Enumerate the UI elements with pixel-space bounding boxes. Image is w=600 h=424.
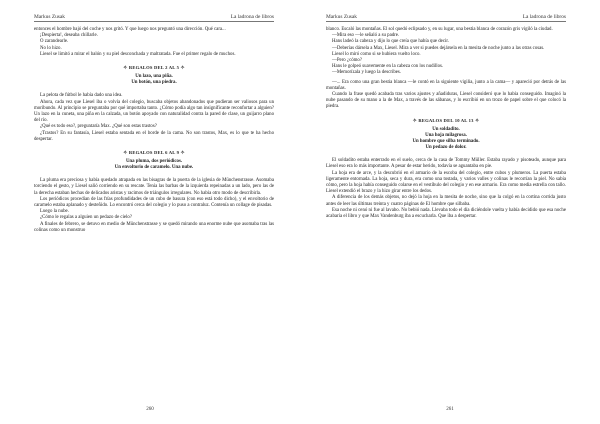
gifts-box-10-13: [326, 118, 566, 151]
paragraph: O zarandearle.: [40, 39, 69, 45]
paragraph: A diferencia de los demás objetos, no dejó la hoja en la mesita de noche, sino que la colgó en la cortina corrida justo antes de leer las últimas treinta y cuatro páginas de El hombre que silbaba.: [326, 195, 566, 207]
paragraph: A finales de febrero, se detuvo en medio de Münchenstrasse y se quedó mirando una enorme nube que asomaba tras las colinas como un monstruo: [34, 221, 274, 233]
paragraph: Liesel lo miró como si se hubiera vuelto loco.: [332, 51, 421, 57]
paragraph: blanco. Escaló las montañas. El sol quedó eclipsado y, en su lugar, una bestia blanca de corazón gris vigiló la ciudad.: [326, 27, 553, 32]
paragraph: Hans le golpeó suavemente en la cabeza con los nudillos.: [332, 64, 444, 70]
paragraph: —... Era como una gran bestia blanca —le contó en la siguiente vigilia, junto a la cama— y apareció por detrás de las montañas.: [326, 79, 566, 91]
paragraph: La pluma era preciosa y había quedado atrapada en las bisagras de la puerta de la iglesia de Münchenstrasse. Asomaba torciendo el gesto, y Liesel salió corriendo en su rescate. Tenía las barbas de la izquierda repeinadas a un lado, pero las de la derecha estaban hechas de delicados aristas y racimos de triángulos irregulares. No había otro modo de describirla.: [34, 178, 274, 196]
paragraph: Esa noche ni cenó ni fue al lavabo. No bebió nada. Llevaba todo el día diciéndole vuelta y había decidido que esa noche acabaría el libro y que Max Vandenburg iba a escucharla. Que iba a despertar.: [326, 207, 566, 219]
paragraph: ¡Despierta!, deseaba chillarle.: [40, 33, 98, 39]
gifts-box-title: ✧ REGALOS DEL 6 AL 9 ✧: [123, 149, 185, 156]
paragraph: Cuando la frase quedó acabada tras varios ajustes y añadiduras, Liesel consideró que lo había conseguido. Imaginó la nube pasando de su mano a la de Max, a través de las sábanas, y lo escribió en un trozo de papel sobre el que colocó la piedra.: [326, 92, 566, 110]
paragraph: La pelota de fútbol le había dado una idea.: [40, 93, 123, 99]
page-header: [34, 14, 274, 22]
gifts-box-title: ✧ REGALOS DEL 10 AL 13 ✧: [412, 117, 480, 124]
paragraph: La hoja era de arce, y la descubrió en el armario de la escoba del colegio, entre cubos y plumeros. La puerta estaba ligeramente entornada. La hoja, seca y dura, era como una tostada, y varios valles y colinas le recorrían la piel. No sabía cómo, pero la hoja había conseguido colarse en el vestíbulo del colegio y en ese armario. Era como media estrella con tallo. Liesel extendió el brazo y la hizo girar entre los dedos.: [326, 170, 566, 195]
sparkle-icon: ✧: [123, 66, 128, 72]
paragraph: —Memorízala y luego la describes.: [332, 70, 401, 76]
paragraph: Hans ladeó la cabeza y dijo lo que creía que había que decir.: [332, 39, 449, 45]
gifts-box-line: Un botón, una piedra.: [131, 80, 177, 86]
paragraph: —Mira eso —le señaló a su padre.: [332, 33, 400, 39]
paragraph: ¿Trastos? En su fantasía, Liesel estaba sentada en el borde de la cama. No son trastos, Max, es lo que te ha hecho despertar.: [34, 130, 274, 142]
paragraph: —Pero ¿cómo?: [332, 58, 362, 64]
header-author: Markus Zusak: [34, 14, 65, 20]
paragraph: Luego la nube.: [40, 209, 69, 215]
sparkle-icon: ✧: [180, 150, 185, 156]
header-author: Markus Zusak: [326, 14, 357, 20]
gifts-box-6-9: [34, 150, 274, 171]
gifts-box-line: Un soldadito.: [432, 126, 460, 132]
gifts-box-line: Un hombre que silba terminado.: [412, 138, 480, 144]
right-page: [300, 0, 600, 424]
page-header: [326, 14, 566, 22]
page-body: [326, 27, 566, 220]
sparkle-icon: ✧: [475, 118, 480, 124]
page-number: 261: [446, 407, 454, 412]
paragraph: Los periódicos procedían de las frías profundidades de un cubo de basura (con eso está todo dicho), y el envoltorio de caramelo estaba aplanado y desteñido. Lo encontró cerca del colegio y lo puso a contraluz. Contenía un collage de pisadas.: [34, 196, 274, 209]
page-number: 260: [146, 407, 154, 412]
sparkle-icon: ✧: [412, 118, 417, 124]
gifts-box-line: Una pluma, dos periódicos.: [125, 159, 183, 165]
paragraph: Ahora, cada vez que Liesel iba o volvía del colegio, buscaba objetos abandonados que pudieran ser valiosos para un moribundo. Al principio se preguntaba por qué importaba tanto. ¿Cómo podía algo tan insignificante reconfortar a alguien? Un lazo en la cuneta, una piña en la calzada, un botón apoyado con naturalidad contra la pared de clase, un guijarro plano del río.: [34, 99, 274, 124]
gifts-box-line: Un envoltorio de caramelo. Una nube.: [114, 165, 194, 171]
gifts-box-line: Una hoja milagrosa.: [425, 132, 467, 138]
paragraph: —Deberías dársela a Max, Liesel. Mira a ver si puedes dejársela en la mesita de noche junto a las otras cosas.: [332, 45, 545, 51]
paragraph: ¿Qué es todo eso?, preguntaría Max. ¿Qué son estas trastos?: [40, 124, 157, 130]
paragraph: No lo hizo.: [40, 45, 62, 51]
page-body: [34, 27, 274, 234]
header-book-title: La ladrona de libros: [230, 14, 274, 20]
paragraph: entonces el hombre bajó del coche y nos gritó. Y que luego nos preguntó una dirección. Qué cara...: [34, 27, 226, 32]
gifts-box-line: Un lazo, una piña.: [135, 74, 173, 80]
paragraph: El soldadito estaba enterrado en el suelo, cerca de la casa de Tommy Müller. Estaba rayado y pisoteado, aunque para Liesel eso era lo más importante. A pesar de estar herido, todavía se aguantaba en pie.: [326, 158, 566, 170]
gifts-box-title: ✧ REGALOS DEL 2 AL 5 ✧: [123, 65, 185, 72]
paragraph: Liesel se limitó a mirar el balón y su piel desconchada y maltratada. Fue el primer regalo de muchos.: [40, 51, 236, 57]
sparkle-icon: ✧: [123, 150, 128, 156]
gifts-box-2-5: [34, 65, 274, 86]
header-book-title: La ladrona de libros: [522, 14, 566, 20]
sparkle-icon: ✧: [180, 66, 185, 72]
paragraph: ¿Cómo le regalas a alguien un pedazo de cielo?: [40, 215, 132, 221]
gifts-box-line: Un pedazo de dolor.: [425, 145, 467, 151]
